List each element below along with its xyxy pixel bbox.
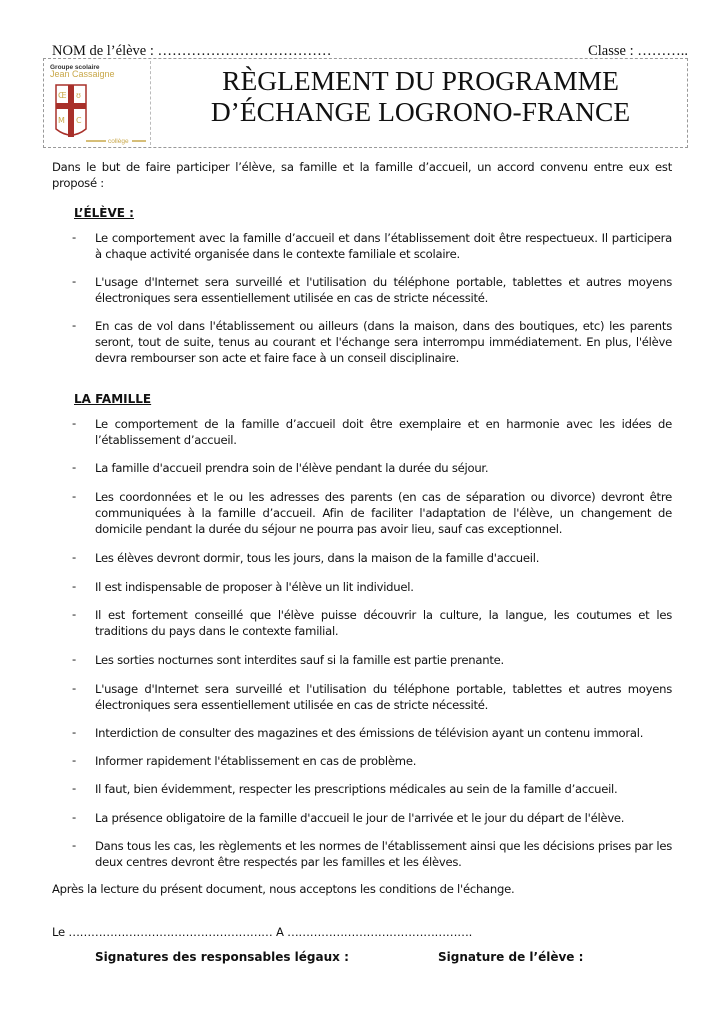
bullet-dash: - [72,725,77,739]
rule-item: Il est indispensable de proposer à l'élève un lit individuel. [95,580,414,594]
bullet-dash: - [72,607,77,621]
rule-item: L'usage d'Internet sera surveillé et l'utilisation du téléphone portable, tablettes et autres moyens électroniques sera essentiellement utilisée en cas de stricte nécessité. [95,682,672,712]
section-heading-famille: LA FAMILLE [74,392,152,406]
rule-item: En cas de vol dans l'établissement ou ailleurs (dans la maison, dans des boutiques, etc) les parents seront, tout de suite, tenus au courant et l'échange sera interrompu immédiatement. En plus, l'élève devra rembourser son acte et faire face à un conseil disciplinaire. [95,319,672,365]
svg-text:C: C [76,116,82,125]
document-header [43,58,688,148]
rule-item: Le comportement de la famille d’accueil doit être exemplaire et en harmonie avec les idées de l’établissement d’accueil. [95,417,672,447]
bullet-dash: - [72,489,77,503]
school-logo [46,61,151,145]
bullet-dash: - [72,230,77,244]
bullet-dash: - [72,416,77,430]
section-heading-eleve: L’ÉLÈVE : [74,206,134,220]
place-date-line: Le ……………………………………………… A …………………………………………. [52,925,472,939]
rule-item: Les coordonnées et le ou les adresses des parents (en cas de séparation ou divorce) devront être communiquées à la famille d’accueil. Afin de faciliter l'adaptation de l'élève, un changement de domicile pendant la durée du séjour ne pourra pas avoir lieu, sauf cas exceptionnel. [95,490,672,536]
page-title [154,65,687,127]
rule-item: Interdiction de consulter des magazines et des émissions de télévision ayant un contenu immoral. [95,726,644,740]
bullet-dash: - [72,753,77,767]
bullet-dash: - [72,460,77,474]
svg-text:Œ: Œ [58,91,67,100]
bullet-dash: - [72,550,77,564]
rule-item: Le comportement avec la famille d’accueil et dans l’établissement doit être respectueux. Il participera à chaque activité organisée dans le contexte familiale et scolaire. [95,231,672,261]
svg-text:collège: collège [108,138,129,145]
bullet-dash: - [72,579,77,593]
svg-text:Jean Cassaigne: Jean Cassaigne [50,69,115,79]
rule-item: Il est fortement conseillé que l'élève puisse découvrir la culture, la langue, les coutumes et les traditions du pays dans le contexte familial. [95,608,672,638]
title-line-1: RÈGLEMENT DU PROGRAMME [222,65,619,96]
svg-text:ʊ: ʊ [76,91,81,100]
rule-item: La présence obligatoire de la famille d'accueil le jour de l'arrivée et le jour du départ de l'élève. [95,811,625,825]
rule-item: La famille d'accueil prendra soin de l'élève pendant la durée du séjour. [95,461,489,475]
bullet-dash: - [72,652,77,666]
bullet-dash: - [72,681,77,695]
class-field: Classe : ……….. [588,43,688,59]
closing-paragraph: Après la lecture du présent document, nous acceptons les conditions de l'échange. [52,882,515,896]
intro-paragraph: Dans le but de faire participer l’élève, sa famille et la famille d’accueil, un accord convenu entre eux est proposé : [52,160,672,190]
svg-text:Groupe scolaire: Groupe scolaire [50,64,100,71]
bullet-dash: - [72,781,77,795]
rule-item: Les sorties nocturnes sont interdites sauf si la famille est partie prenante. [95,653,504,667]
rule-item: Les élèves devront dormir, tous les jours, dans la maison de la famille d'accueil. [95,551,540,565]
bullet-dash: - [72,318,77,332]
rule-item: Informer rapidement l'établissement en cas de problème. [95,754,417,768]
bullet-dash: - [72,838,77,852]
bullet-dash: - [72,274,77,288]
bullet-dash: - [72,810,77,824]
parents-signature-label: Signatures des responsables légaux : [95,950,349,964]
rule-item: Dans tous les cas, les règlements et les normes de l'établissement ainsi que les décisions prises par les deux centres devront être respectés par les familles et les élèves. [95,839,672,869]
rule-item: L'usage d'Internet sera surveillé et l'utilisation du téléphone portable, tablettes et autres moyens électroniques sera essentiellement utilisée en cas de stricte nécessité. [95,275,672,305]
student-signature-label: Signature de l’élève : [438,950,584,964]
svg-text:M: M [58,116,65,125]
student-name-field: NOM de l’élève : ……………………………… [52,43,332,59]
title-line-2: D’ÉCHANGE LOGRONO-FRANCE [210,96,631,127]
rule-item: Il faut, bien évidemment, respecter les prescriptions médicales au sein de la famille d’accueil. [95,782,618,796]
